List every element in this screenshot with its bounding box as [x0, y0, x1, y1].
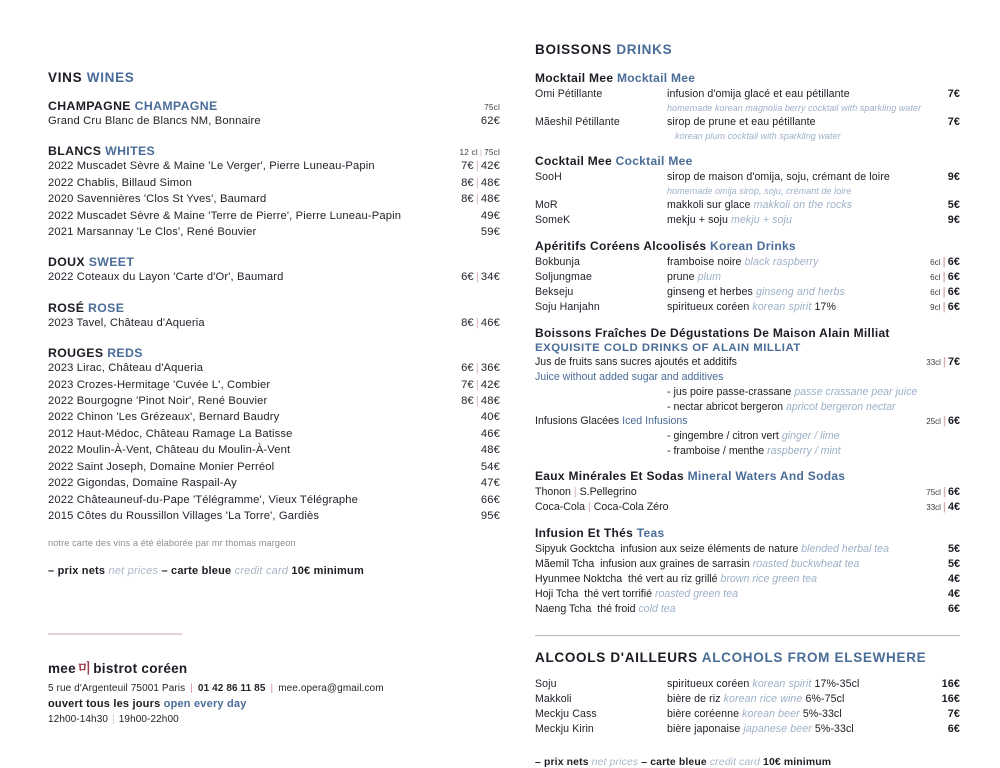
alcohol-desc: bière de riz korean rice wine 6%-75cl: [667, 693, 845, 706]
alcohols-title-en: ALCOHOLS FROM ELSEWHERE: [701, 650, 927, 666]
drink-desc: makkoli sur glace makkoli on the rocks: [667, 199, 853, 211]
wine-price: 8€ | 48€: [461, 395, 500, 408]
alcohol-name: Meckju Kirin: [535, 723, 594, 736]
terms-card-fr: – carte bleue: [161, 565, 232, 578]
wines-section-title: [48, 70, 500, 85]
alcohol-row: [535, 692, 960, 707]
wine-name: 2023 Lirac, Château d'Aqueria: [48, 362, 204, 375]
address-text: 5 rue d'Argenteuil 75001 Paris: [48, 683, 186, 695]
wine-price: 59€: [480, 226, 500, 239]
alcohol-desc: bière japonaise japanese beer 5%-33cl: [667, 723, 854, 736]
juice-desc-en: Juice without added sugar and additives: [535, 371, 724, 383]
wine-name: 2020 Savennières 'Clos St Yves', Baumard: [48, 193, 267, 206]
alcohols-divider: [535, 635, 960, 636]
tea-price: 6€: [947, 603, 960, 616]
terms-minimum: 10€ minimum: [291, 565, 364, 578]
wine-price: 7€ | 42€: [461, 378, 500, 391]
option-en: apricot bergeron nectar: [785, 400, 896, 413]
juice-price: 33cl | 7€: [926, 356, 960, 368]
group-label-fr: Boissons Fraîches De Dégustations De Maison Alain Milliat: [535, 326, 890, 340]
juice-option: [535, 400, 960, 415]
alcohol-row: [535, 722, 960, 737]
group-label-en: Mineral Waters And Sodas: [687, 469, 846, 484]
wine-row: [48, 224, 500, 240]
tea-price: 4€: [947, 588, 960, 601]
wine-name: 2022 Gigondas, Domaine Raspail-Ay: [48, 477, 237, 490]
drinks-section-title: [535, 42, 960, 57]
alcohol-name: Meckju Cass: [535, 708, 597, 721]
drink-price: 6cl | 6€: [930, 256, 960, 268]
tea-price: 4€: [947, 573, 960, 586]
group-label-fr: DOUX: [48, 255, 85, 270]
alcohol-desc: spiritueux coréen korean spirit 17%-35cl: [667, 678, 860, 691]
group-unit: 12 cl | 75cl: [459, 148, 500, 158]
alcohol-row: [535, 707, 960, 722]
alcohol-price: 16€: [941, 678, 960, 691]
juice-row-en: [535, 370, 960, 385]
drink-name: MoR: [535, 199, 558, 211]
water-price: 33cl | 4€: [926, 501, 960, 514]
tea-row: [535, 557, 960, 572]
restaurant-brand: [48, 657, 500, 677]
brand-tagline: bistrot coréen: [93, 661, 188, 677]
water-names: Coca-Cola | Coca-Cola Zéro: [535, 501, 669, 514]
group-label-en: ROSE: [88, 300, 125, 315]
group-label-en: Mocktail Mee: [616, 71, 696, 85]
drink-row: [535, 255, 960, 270]
wine-row: [48, 175, 500, 191]
group-label-fr: Mocktail Mee: [535, 71, 614, 85]
phone-number[interactable]: 01 42 86 11 85: [197, 683, 266, 695]
right-terms: [535, 757, 960, 768]
wine-group-blancs: [48, 144, 500, 240]
drink-name: Bekseju: [535, 286, 574, 298]
juice-row: [535, 355, 960, 370]
wine-row: [48, 508, 500, 524]
wine-name: 2022 Chinon 'Les Grézeaux', Bernard Baudry: [48, 411, 280, 424]
infusion-price: 25cl | 6€: [926, 415, 960, 428]
drink-name: SomeK: [535, 214, 571, 226]
terms-net-prices-en: net prices: [108, 565, 159, 578]
wine-name: 2022 Muscadet Sèvre & Maine 'Terre de Pierre', Pierre Luneau-Papin: [48, 209, 402, 222]
alcohols-section-title: [535, 650, 960, 665]
wine-row: [48, 377, 500, 393]
wine-price: 49€: [480, 209, 500, 222]
drink-name: Bokbunja: [535, 256, 580, 268]
wine-name: 2022 Saint Joseph, Domaine Monier Perréol: [48, 460, 275, 473]
drinks-title-en: DRINKS: [616, 42, 673, 57]
drinks-title-fr: BOISSONS: [535, 42, 612, 57]
wine-group-doux: [48, 255, 500, 285]
option-fr: - framboise / menthe: [667, 444, 765, 457]
drinks-group-aperitifs: [535, 239, 960, 315]
opening-hours: 12h00-14h30 | 19h00-22h00: [48, 714, 179, 726]
group-label-en: CHAMPAGNE: [134, 99, 218, 113]
wine-row: [48, 492, 500, 508]
wine-price: 48€: [480, 444, 500, 457]
group-label-en: EXQUISITE COLD DRINKS OF ALAIN MILLIAT: [535, 342, 801, 354]
group-label-fr: Eaux Minérales Et Sodas: [535, 469, 684, 484]
brand-name: mee: [48, 661, 76, 677]
group-label-en: Cocktail Mee: [615, 154, 693, 168]
drink-row: [535, 213, 960, 228]
drink-desc: framboise noire black raspberry: [667, 256, 819, 268]
drink-name: Omi Pétillante: [535, 88, 603, 100]
group-heading: [48, 99, 500, 113]
drinks-group-mocktail: [535, 71, 960, 143]
drink-row: [535, 170, 960, 185]
wine-row: [48, 113, 500, 129]
wine-name: Grand Cru Blanc de Blancs NM, Bonnaire: [48, 115, 261, 127]
terms-net-prices-en: net prices: [591, 757, 639, 768]
drink-desc: sirop de maison d'omija, soju, crémant de loire: [667, 171, 890, 183]
drink-desc: ginseng et herbes ginseng and herbs: [667, 286, 845, 298]
wine-name: 2022 Coteaux du Layon 'Carte d'Or', Baumard: [48, 271, 284, 284]
drinks-group-cocktail: [535, 154, 960, 228]
drink-name: SooH: [535, 171, 562, 183]
group-label-fr: ROSÉ: [48, 300, 85, 315]
drink-name: Mãeshil Pétillante: [535, 116, 620, 128]
terms-net-prices-fr: – prix nets: [48, 565, 106, 578]
drink-row: [535, 300, 960, 315]
drink-price: 6cl | 6€: [930, 286, 960, 298]
group-heading: [535, 469, 960, 483]
opening-label: [48, 698, 500, 710]
wine-row: [48, 315, 500, 331]
group-heading: [48, 255, 500, 269]
terms-card-en: credit card: [234, 565, 289, 578]
wine-name: 2023 Crozes-Hermitage 'Cuvée L', Combier: [48, 378, 271, 391]
wines-title-en: WINES: [86, 70, 135, 85]
group-label-fr: Apéritifs Coréens Alcoolisés: [535, 239, 707, 253]
infusion-row: [535, 414, 960, 429]
group-label-fr: Infusion Et Thés: [535, 526, 634, 541]
wine-price: 6€ | 36€: [461, 362, 500, 375]
wine-row: [48, 426, 500, 442]
drink-price: 6cl | 6€: [930, 271, 960, 283]
terms-net-prices-fr: – prix nets: [535, 757, 589, 768]
tea-text: Hyunmee Noktcha thé vert au riz grillé brown rice green tea: [535, 573, 818, 586]
group-heading: [48, 346, 500, 360]
wine-name: 2022 Chablis, Billaud Simon: [48, 176, 192, 189]
drink-row: [535, 87, 960, 102]
group-heading-fr: [535, 326, 960, 340]
open-en: open every day: [163, 698, 247, 711]
group-heading: [535, 526, 960, 540]
wine-list-credit-note: notre carte des vins a été élaborée par mr thomas margeon: [48, 538, 296, 549]
terms-minimum: 10€ minimum: [763, 757, 832, 768]
tea-row: [535, 542, 960, 557]
drink-row: [535, 270, 960, 285]
alcohol-price: 6€: [947, 723, 960, 736]
wine-row: [48, 393, 500, 409]
wine-price: 95€: [480, 509, 500, 522]
infusion-label: Infusions Glacées Iced Infusions: [535, 415, 688, 428]
option-fr: - nectar abricot bergeron: [667, 400, 784, 413]
tea-row: [535, 572, 960, 587]
wine-row: [48, 442, 500, 458]
group-heading: [535, 71, 960, 85]
alcohol-price: 7€: [947, 708, 960, 721]
drinks-group-alcohols: [535, 650, 960, 737]
drink-desc: infusion d'omija glacé et eau pétillante: [667, 88, 850, 100]
drink-desc-en: korean plum cocktail with sparkling water: [675, 131, 841, 141]
drink-price: 9€: [947, 171, 960, 183]
wine-price: 8€ | 48€: [461, 193, 500, 206]
tea-price: 5€: [947, 558, 960, 571]
drink-price: 9€: [947, 214, 960, 226]
tea-text: Hoji Tcha thé vert torrifié roasted green tea: [535, 588, 738, 601]
wine-price: 54€: [480, 460, 500, 473]
wine-group-champagne: [48, 99, 500, 129]
group-label-en: Korean Drinks: [709, 239, 796, 253]
wine-name: 2022 Bourgogne 'Pinot Noir', René Bouvier: [48, 395, 268, 408]
drink-desc: mekju + soju mekju + soju: [667, 214, 792, 226]
terms-card-en: credit card: [709, 757, 760, 768]
wines-column: [0, 0, 500, 726]
hours-lunch: 12h00-14h30: [48, 714, 109, 726]
open-fr: ouvert tous les jours: [48, 698, 161, 711]
tea-price: 5€: [947, 543, 960, 556]
wine-row: [48, 360, 500, 376]
alcohol-desc: bière coréenne korean beer 5%-33cl: [667, 708, 842, 721]
tea-row: [535, 587, 960, 602]
wine-row: [48, 475, 500, 491]
drink-name: Soju Hanjahn: [535, 301, 600, 313]
brand-korean-character: 미: [77, 661, 92, 677]
drink-row: [535, 285, 960, 300]
group-heading: [48, 144, 500, 158]
alcohol-name: Soju: [535, 678, 557, 691]
drinks-group-waters: [535, 469, 960, 515]
wine-name: 2021 Marsannay 'Le Clos', René Bouvier: [48, 226, 257, 239]
wine-row: [48, 269, 500, 285]
group-label-en: WHITES: [105, 144, 156, 159]
wine-price: 8€ | 46€: [461, 316, 500, 329]
drink-price: 9cl | 6€: [930, 301, 960, 313]
alcohol-name: Makkoli: [535, 693, 572, 706]
option-fr: - gingembre / citron vert: [667, 430, 779, 443]
email-address[interactable]: mee.opera@gmail.com: [278, 683, 384, 695]
wine-price: 7€ | 42€: [461, 160, 500, 173]
infusion-option: [535, 444, 960, 459]
wine-name: 2022 Muscadet Sèvre & Maine 'Le Verger', Pierre Luneau-Papin: [48, 160, 375, 173]
wine-name: 2012 Haut-Médoc, Château Ramage La Batisse: [48, 427, 293, 440]
tea-text: Naeng Tcha thé froid cold tea: [535, 603, 676, 616]
wine-row: [48, 191, 500, 207]
drink-desc-en: homemade omija sirop, soju, crémant de loire: [667, 186, 852, 196]
group-heading: [535, 154, 960, 168]
drinks-column: [500, 0, 1000, 768]
wine-price: 47€: [480, 477, 500, 490]
alcohols-title-fr: ALCOOLS D'AILLEURS: [535, 650, 698, 666]
group-label-fr: BLANCS: [48, 144, 102, 159]
wine-price: 62€: [480, 115, 500, 127]
drink-desc: prune plum: [667, 271, 722, 283]
wine-price: 46€: [480, 427, 500, 440]
wine-price: 66€: [480, 493, 500, 506]
wine-name: 2023 Tavel, Château d'Aqueria: [48, 316, 205, 329]
alcohol-row: [535, 677, 960, 692]
group-label-fr: Cocktail Mee: [535, 154, 612, 168]
drink-desc: spiritueux coréen korean spirit 17%: [667, 301, 836, 313]
wine-name: 2022 Châteauneuf-du-Pape 'Télégramme', Vieux Télégraphe: [48, 493, 359, 506]
option-en: passe crassane pear juice: [794, 386, 918, 398]
group-label-en: Teas: [636, 526, 665, 541]
drink-price: 7€: [947, 88, 960, 100]
infusion-option: [535, 429, 960, 444]
wine-price: 40€: [480, 411, 500, 424]
wine-price: 8€ | 48€: [461, 176, 500, 189]
terms-card-fr: – carte bleue: [641, 757, 707, 768]
group-label-fr: ROUGES: [48, 346, 104, 361]
drink-price: 5€: [947, 199, 960, 211]
drink-price: 7€: [947, 116, 960, 128]
water-row: [535, 500, 960, 515]
tea-row: [535, 602, 960, 617]
wine-row: [48, 459, 500, 475]
hours-dinner: 19h00-22h00: [118, 714, 179, 726]
water-row: [535, 485, 960, 500]
drink-row: [535, 198, 960, 213]
footer-divider: [48, 633, 182, 635]
juice-option: [535, 385, 960, 400]
water-names: Thonon | S.Pellegrino: [535, 486, 637, 499]
wine-row: [48, 158, 500, 174]
wine-price: 6€ | 34€: [461, 271, 500, 284]
alcohol-price: 16€: [941, 693, 960, 706]
drink-name: Soljungmae: [535, 271, 592, 283]
wine-group-rose: [48, 301, 500, 331]
wine-row: [48, 208, 500, 224]
group-unit: 75cl: [484, 103, 500, 112]
group-heading: [535, 239, 960, 253]
left-terms: [48, 565, 500, 577]
option-en: raspberry / mint: [767, 444, 841, 457]
option-fr: - jus poire passe-crassane: [667, 386, 792, 398]
wine-row: [48, 409, 500, 425]
wine-name: 2022 Moulin-À-Vent, Château du Moulin-À-Vent: [48, 444, 291, 457]
group-label-en: REDS: [107, 346, 143, 361]
tea-text: Sipyuk Gocktcha infusion aux seize éléments de nature blended herbal tea: [535, 543, 889, 556]
drink-desc: sirop de prune et eau pétillante: [667, 116, 816, 128]
water-price: 75cl | 6€: [926, 486, 960, 499]
drinks-group-milliat: [535, 326, 960, 458]
wine-name: 2015 Côtes du Roussillon Villages 'La Torre', Gardiès: [48, 509, 320, 522]
wine-group-rouges: [48, 346, 500, 524]
drink-desc-en: homemade korean magnolia berry cocktail with sparkling water: [667, 103, 922, 113]
wines-title-fr: VINS: [48, 70, 83, 85]
drink-row: [535, 115, 960, 130]
drinks-group-teas: [535, 526, 960, 617]
group-label-fr: CHAMPAGNE: [48, 99, 131, 113]
group-heading: [48, 301, 500, 315]
tea-text: Mãemil Tcha infusion aux graines de sarrasin roasted buckwheat tea: [535, 558, 860, 571]
group-label-en: SWEET: [88, 255, 135, 270]
option-en: ginger / lime: [781, 430, 840, 443]
contact-line: 5 rue d'Argenteuil 75001 Paris | 01 42 86 11 85 | mee.opera@gmail.com: [48, 683, 384, 695]
juice-desc-fr: Jus de fruits sans sucres ajoutés et additifs: [535, 356, 737, 368]
